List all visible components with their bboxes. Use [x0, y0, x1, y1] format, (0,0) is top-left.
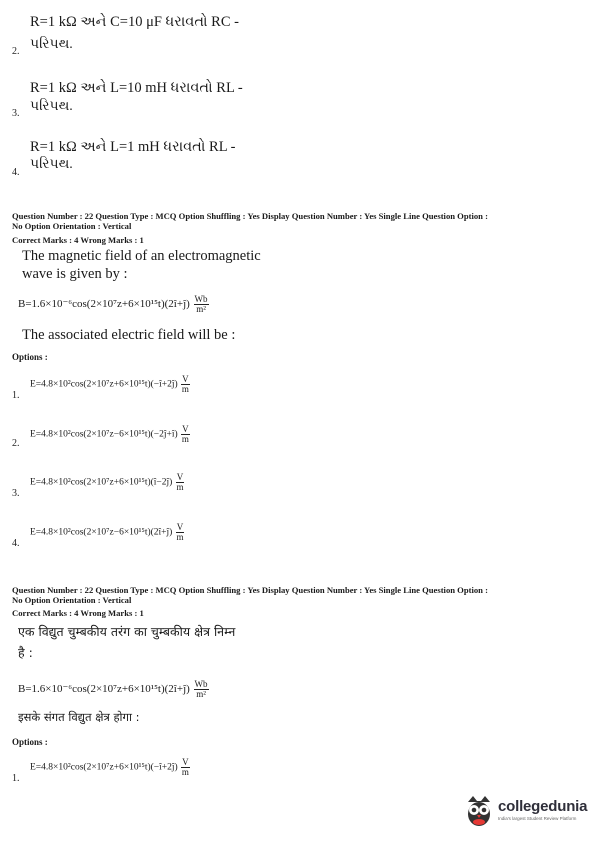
question-meta: Question Number : 22 Question Type : MCQ Option Shuffling : Yes Display Question Number : Yes Single Line Question Option : [12, 211, 488, 221]
unit-bottom: m² [196, 689, 206, 699]
unit-fraction [181, 758, 190, 777]
unit-bottom: m [181, 767, 189, 777]
option-formula[interactable] [30, 425, 190, 444]
question-text: wave is given by : [22, 266, 128, 282]
magnetic-field-formula [18, 295, 209, 314]
option-formula-text: E=4.8×10²cos(2×10⁷z+6×10¹⁵t)(î−2ĵ) [30, 477, 173, 488]
prev-option-line2: પરિપથ. [30, 157, 73, 172]
option-number: 3. [12, 488, 20, 499]
unit-top: V [176, 472, 184, 482]
unit-bottom: m [176, 532, 184, 542]
unit-fraction [194, 295, 209, 314]
option-number: 2. [12, 438, 20, 449]
option-number: 3. [12, 108, 20, 119]
unit-top: V [182, 424, 189, 434]
prev-option-line1: R=1 kΩ અને L=1 mH ધરાવતો RL - [30, 139, 236, 155]
unit-fraction [194, 680, 209, 699]
prev-option-line1: R=1 kΩ અને C=10 μF ધરાવતો RC - [30, 14, 239, 30]
unit-bottom: m [181, 434, 189, 444]
b-formula-text: B=1.6×10⁻⁶cos(2×10⁷z+6×10¹⁵t)(2î+ĵ) [18, 298, 190, 311]
magnetic-field-formula [18, 680, 209, 699]
b-formula-text: B=1.6×10⁻⁶cos(2×10⁷z+6×10¹⁵t)(2î+ĵ) [18, 683, 190, 696]
question-text: एक विद्युत चुम्बकीय तरंग का चुम्बकीय क्षेत्र निम्न [18, 624, 236, 639]
logo-wordmark: collegedunia [498, 798, 588, 815]
owl-icon [464, 794, 494, 828]
unit-bottom: m [176, 482, 184, 492]
option-formula-text: E=4.8×10²cos(2×10⁷z+6×10¹⁵t)(−î+2ĵ) [30, 379, 178, 390]
unit-top: V [182, 374, 189, 384]
options-label: Options : [12, 352, 48, 362]
option-formula[interactable] [30, 758, 190, 777]
question-meta: No Option Orientation : Vertical [12, 595, 132, 605]
option-number: 1. [12, 390, 20, 401]
option-number: 4. [12, 538, 20, 549]
unit-fraction [176, 473, 185, 492]
unit-fraction [181, 425, 190, 444]
option-formula[interactable] [30, 523, 184, 542]
question-meta: Question Number : 22 Question Type : MCQ Option Shuffling : Yes Display Question Number : Yes Single Line Question Option : [12, 585, 488, 595]
unit-fraction [176, 523, 185, 542]
unit-top: Wb [194, 679, 208, 689]
question-marks: Correct Marks : 4 Wrong Marks : 1 [12, 235, 144, 245]
unit-fraction [181, 375, 190, 394]
option-formula[interactable] [30, 473, 184, 492]
prev-option-line1: R=1 kΩ અને L=10 mH ધરાવતો RL - [30, 80, 243, 96]
unit-bottom: m² [196, 304, 206, 314]
question-marks: Correct Marks : 4 Wrong Marks : 1 [12, 608, 144, 618]
associated-field-text: The associated electric field will be : [22, 327, 236, 343]
options-label: Options : [12, 737, 48, 747]
question-meta: No Option Orientation : Vertical [12, 221, 132, 231]
unit-bottom: m [181, 384, 189, 394]
option-number: 1. [12, 773, 20, 784]
question-text: है : [18, 645, 33, 660]
associated-field-text: इसके संगत विद्युत क्षेत्र होगा : [18, 710, 140, 724]
option-formula-text: E=4.8×10²cos(2×10⁷z+6×10¹⁵t)(−î+2ĵ) [30, 762, 178, 773]
question-text: The magnetic field of an electromagnetic [22, 248, 261, 264]
option-formula-text: E=4.8×10²cos(2×10⁷z−6×10¹⁵t)(−2ĵ+î) [30, 429, 178, 440]
logo-tagline: India's largest Student Review Platform [498, 816, 577, 821]
option-formula-text: E=4.8×10²cos(2×10⁷z−6×10¹⁵t)(2î+ĵ) [30, 527, 173, 538]
prev-option-line2: પરિપથ. [30, 99, 73, 114]
option-number: 2. [12, 46, 20, 57]
unit-top: V [182, 757, 189, 767]
option-formula[interactable] [30, 375, 190, 394]
collegedunia-logo [464, 794, 588, 830]
unit-top: Wb [194, 294, 208, 304]
option-number: 4. [12, 167, 20, 178]
prev-option-line2: પરિપથ. [30, 37, 73, 52]
unit-top: V [176, 522, 184, 532]
